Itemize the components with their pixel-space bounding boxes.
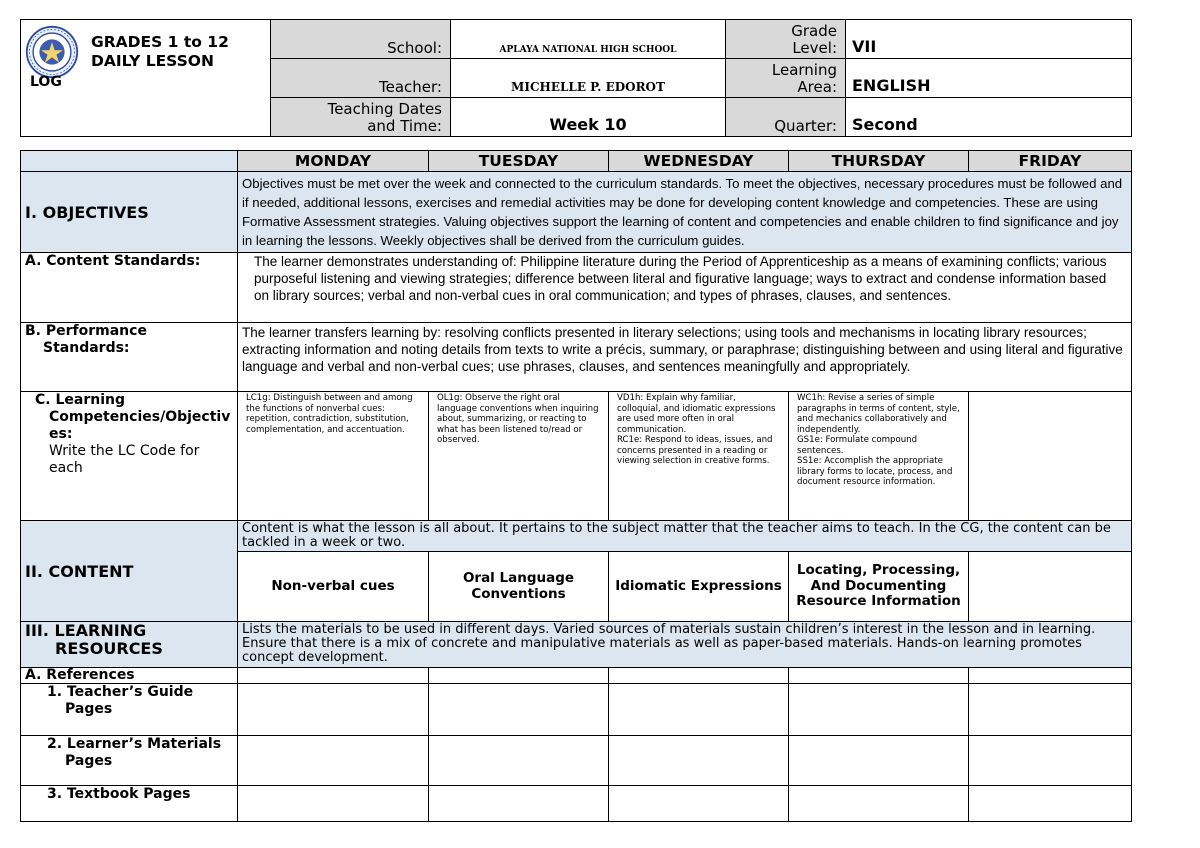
learning-area-value: ENGLISH	[846, 59, 1132, 98]
day-header-tuesday: TUESDAY	[429, 151, 609, 172]
content-thursday: Locating, Processing, And Documenting Resource Information	[789, 552, 969, 622]
tb-thursday	[789, 786, 969, 822]
competency-friday	[969, 392, 1132, 521]
teaching-dates-label: Teaching Dates and Time:	[271, 98, 451, 137]
teachers-guide-label: 1. Teacher’s Guide Pages	[21, 684, 238, 736]
school-value: APLAYA NATIONAL HIGH SCHOOL	[451, 20, 726, 59]
content-tuesday: Oral Language Conventions	[429, 552, 609, 622]
grade-level-label: Grade Level:	[726, 20, 846, 59]
lm-wednesday	[609, 736, 789, 786]
lm-tuesday	[429, 736, 609, 786]
school-label: School:	[271, 20, 451, 59]
tg-friday	[969, 684, 1132, 736]
document-title: GRADES 1 to 12 DAILY LESSON	[91, 33, 229, 70]
references-monday	[238, 668, 429, 684]
teacher-value: MICHELLE P. EDOROT	[451, 59, 726, 98]
tg-thursday	[789, 684, 969, 736]
performance-standards-text: The learner transfers learning by: resolving conflicts presented in literary selections; using tools and mechanisms in locating library resources; extracting information and noting details from texts to write a précis, summary, or paraphrase; distinguishing between and using literal and figurative language and verbal and non-verbal cues; use phrases, clauses, and sentences meaningfully and appropriately.	[238, 323, 1132, 392]
references-tuesday	[429, 668, 609, 684]
header-table	[20, 19, 1132, 137]
tg-wednesday	[609, 684, 789, 736]
objectives-text: Objectives must be met over the week and connected to the curriculum standards. To meet the objectives, necessary procedures must be followed and if needed, additional lessons, exercises and remedial activities may be done for developing content knowledge and competencies. These are using Formative Assessment strategies. Valuing objectives support the learning of content and competencies and enable children to find significance and joy in learning the lessons. Weekly objectives shall be derived from the curriculum guides.	[238, 172, 1132, 253]
competency-monday: LC1g: Distinguish between and among the functions of nonverbal cues: repetition, contradiction, substitution, complementation, and accentuation.	[238, 392, 429, 521]
content-wednesday: Idiomatic Expressions	[609, 552, 789, 622]
tg-tuesday	[429, 684, 609, 736]
tb-monday	[238, 786, 429, 822]
tg-monday	[238, 684, 429, 736]
competencies-label: C. Learning Competencies/Objectives: Write the LC Code for each	[21, 392, 238, 521]
lm-monday	[238, 736, 429, 786]
references-wednesday	[609, 668, 789, 684]
lm-thursday	[789, 736, 969, 786]
day-header-wednesday: WEDNESDAY	[609, 151, 789, 172]
quarter-value: Second	[846, 98, 1132, 137]
tb-friday	[969, 786, 1132, 822]
content-standards-label: A. Content Standards:	[21, 253, 238, 323]
quarter-label: Quarter:	[726, 98, 846, 137]
day-header-blank	[21, 151, 238, 172]
tb-tuesday	[429, 786, 609, 822]
content-standards-text: The learner demonstrates understanding of: Philippine literature during the Period of Apprenticeship as a means of examining conflicts; various purposeful listening and viewing strategies; difference between literal and figurative language; ways to extract and condense information based on library sources; verbal and non-verbal cues in oral communication; and types of phrases, clauses, and sentences.	[238, 253, 1132, 323]
day-header-friday: FRIDAY	[969, 151, 1132, 172]
learning-resources-text: Lists the materials to be used in different days. Varied sources of materials sustain children’s interest in the lesson and in learning. Ensure that there is a mix of concrete and manipulative materials as well as paper-based materials. Hands-on learning promotes concept development.	[238, 622, 1132, 668]
content-label: II. CONTENT	[21, 521, 238, 622]
competency-tuesday: OL1g: Observe the right oral language conventions when inquiring about, summarizing, or reacting to what has been listened to/read or observed.	[429, 392, 609, 521]
objectives-label: I. OBJECTIVES	[21, 172, 238, 253]
title-cell	[21, 20, 271, 137]
references-friday	[969, 668, 1132, 684]
competency-wednesday: VD1h: Explain why familiar, colloquial, and idiomatic expressions are used more often in oral communication. RC1e: Respond to ideas, issues, and concerns presented in a reading or viewing selection in creative forms.	[609, 392, 789, 521]
tb-wednesday	[609, 786, 789, 822]
grade-level-value: VII	[846, 20, 1132, 59]
day-header-thursday: THURSDAY	[789, 151, 969, 172]
lesson-log-table	[20, 150, 1132, 822]
competency-thursday: WC1h: Revise a series of simple paragraphs in terms of content, style, and mechanics collaboratively and independently. GS1e: Formulate compound sentences. SS1e: Accomplish the appropriate library forms to locate, process, and document resource information.	[789, 392, 969, 521]
teacher-label: Teacher:	[271, 59, 451, 98]
lm-friday	[969, 736, 1132, 786]
learning-area-label: Learning Area:	[726, 59, 846, 98]
learning-resources-label: III. LEARNING RESOURCES	[21, 622, 238, 668]
deped-seal-icon	[25, 25, 79, 79]
content-monday: Non-verbal cues	[238, 552, 429, 622]
learners-materials-label: 2. Learner’s Materials Pages	[21, 736, 238, 786]
teaching-dates-value: Week 10	[451, 98, 726, 137]
references-thursday	[789, 668, 969, 684]
content-text: Content is what the lesson is all about. It pertains to the subject matter that the teacher aims to teach. In the CG, the content can be tackled in a week or two.	[238, 521, 1132, 552]
textbook-pages-label: 3. Textbook Pages	[21, 786, 238, 822]
day-header-monday: MONDAY	[238, 151, 429, 172]
performance-standards-label: B. Performance Standards:	[21, 323, 238, 392]
document-title-log: LOG	[30, 74, 62, 90]
content-friday	[969, 552, 1132, 622]
references-label: A. References	[21, 668, 238, 684]
